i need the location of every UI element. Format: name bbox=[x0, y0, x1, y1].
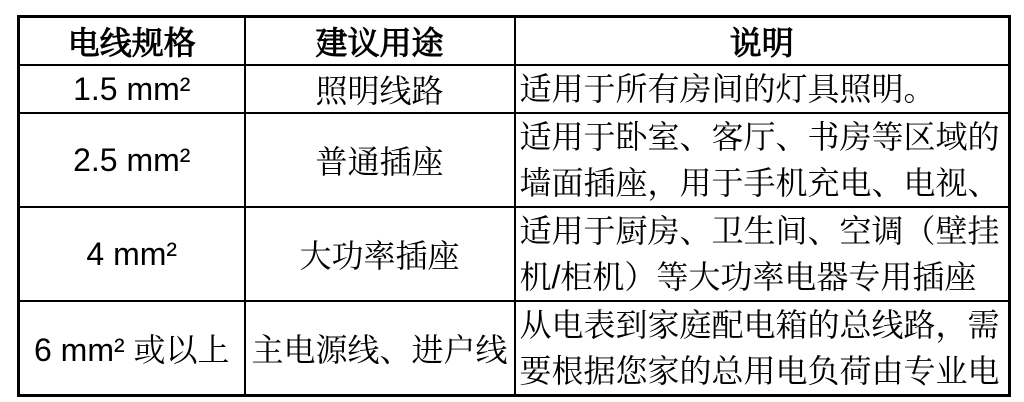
usage-value: 普通插座 bbox=[245, 113, 515, 207]
description-value: 适用于卧室、客厅、书房等区域的墙面插座，用于手机充电、电视、 bbox=[515, 113, 1010, 207]
wire-spec-value: 1.5 mm² bbox=[19, 65, 245, 113]
description-value: 从电表到家庭配电箱的总线路，需要根据您家的总用电负荷由专业电 bbox=[515, 301, 1010, 396]
usage-value: 大功率插座 bbox=[245, 207, 515, 301]
wire-specification-table bbox=[17, 15, 1011, 397]
table-row bbox=[19, 207, 1010, 301]
usage-value: 照明线路 bbox=[245, 65, 515, 113]
table-row bbox=[19, 113, 1010, 207]
description-value: 适用于厨房、卫生间、空调（壁挂机/柜机）等大功率电器专用插座 bbox=[515, 207, 1010, 301]
wire-spec-value: 4 mm² bbox=[19, 207, 245, 301]
table-row bbox=[19, 301, 1010, 396]
table-header-row bbox=[19, 17, 1010, 66]
header-wire-spec: 电线规格 bbox=[19, 17, 245, 66]
table-row bbox=[19, 65, 1010, 113]
usage-value: 主电源线、进户线 bbox=[245, 301, 515, 396]
description-value: 适用于所有房间的灯具照明。 bbox=[515, 65, 1010, 113]
header-suggested-usage: 建议用途 bbox=[245, 17, 515, 66]
header-description: 说明 bbox=[515, 17, 1010, 66]
wire-spec-value: 2.5 mm² bbox=[19, 113, 245, 207]
wire-spec-value: 6 mm² 或以上 bbox=[19, 301, 245, 396]
